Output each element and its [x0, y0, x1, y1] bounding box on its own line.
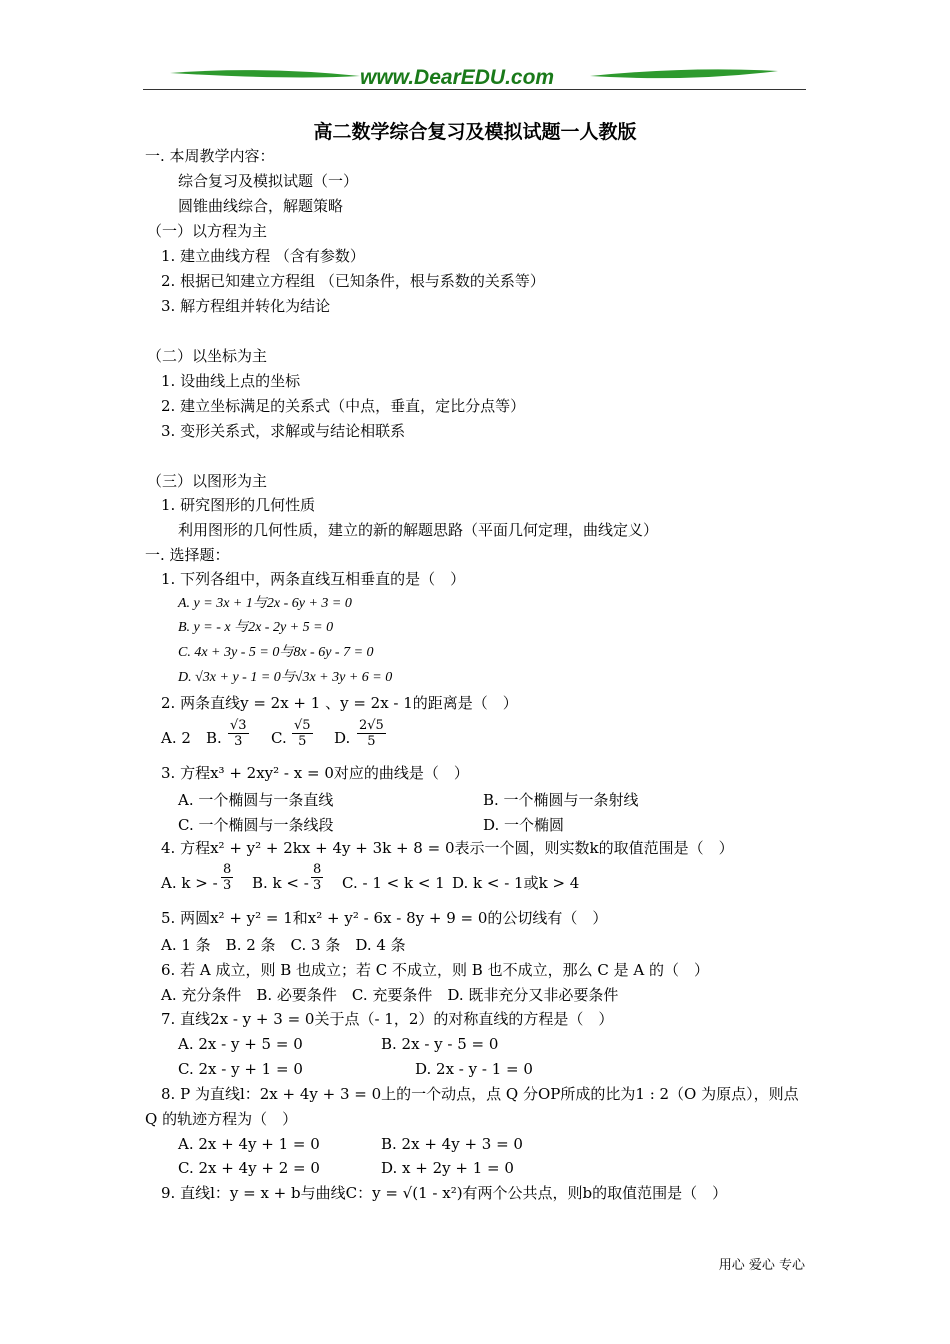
text-line: 1. 研究图形的几何性质	[161, 496, 316, 514]
text-line: 3. 变形关系式，求解或与结论相联系	[161, 422, 406, 440]
q4-option-a-fraction: $\frac{8}{3}$	[223, 862, 232, 893]
footer-text: 用心 爱心 专心	[718, 1258, 805, 1273]
q4-option-a-label: A. k > -	[161, 874, 218, 892]
question-7: 7. 直线2x - y + 3 = 0关于点（- 1，2）的对称直线的方程是（ ）	[161, 1010, 614, 1028]
text-line: 利用图形的几何性质，建立的新的解题思路（平面几何定理，曲线定义）	[178, 521, 659, 539]
question-4: 4. 方程x² + y² + 2kx + 4y + 3k + 8 = 0表示一个圆，则实数k的取值范围是（ ）	[161, 839, 734, 857]
question-2: 2. 两条直线y = 2x + 1 、y = 2x - 1的距离是（ ）	[161, 694, 518, 712]
section-heading: 一. 选择题：	[145, 546, 230, 564]
q7-option-c: C. 2x - y + 1 = 0	[178, 1060, 303, 1078]
q4-option-c: C. - 1 < k < 1	[342, 874, 445, 892]
q2-option-c-fraction: $\frac{√5}{5}$	[294, 718, 311, 749]
q1-option-a: A. y = 3x + 1与2x - 6y + 3 = 0	[178, 596, 352, 611]
question-1: 1. 下列各组中，两条直线互相垂直的是（ ）	[161, 570, 466, 588]
q8-option-a: A. 2x + 4y + 1 = 0	[178, 1135, 320, 1153]
section-heading: 一. 本周教学内容：	[145, 147, 275, 165]
question-3: 3. 方程x³ + 2xy² - x = 0对应的曲线是（ ）	[161, 764, 469, 782]
q5-options: A. 1 条 B. 2 条 C. 3 条 D. 4 条	[161, 936, 406, 954]
text-line: 3. 解方程组并转化为结论	[161, 297, 331, 315]
header-divider	[143, 89, 806, 90]
text-line: 1. 建立曲线方程 （含有参数）	[161, 247, 365, 265]
q4-option-d: D. k < - 1或k > 4	[452, 874, 580, 892]
q4-option-b-label: B. k < -	[252, 874, 309, 892]
question-8-cont: Q 的轨迹方程为（ ）	[145, 1110, 298, 1128]
q1-option-c: C. 4x + 3y - 5 = 0与8x - 6y - 7 = 0	[178, 645, 374, 660]
q1-option-d: D. √3x + y - 1 = 0与√3x + 3y + 6 = 0	[178, 670, 393, 685]
subsection-heading: （一）以方程为主	[147, 222, 268, 240]
subsection-heading: （三）以图形为主	[147, 472, 268, 490]
q2-option-d-fraction: $\frac{2√5}{5}$	[359, 718, 384, 749]
q2-option-c-label: C.	[271, 729, 287, 747]
question-6: 6. 若 A 成立，则 B 也成立；若 C 不成立，则 B 也不成立，那么 C 是 A 的（ ）	[161, 961, 709, 979]
question-8: 8. P 为直线l：2x + 4y + 3 = 0上的一个动点，点 Q 分OP所成的比为1 : 2（O 为原点），则点	[161, 1085, 799, 1103]
question-9: 9. 直线l：y = x + b与曲线C：y = √(1 - x²)有两个公共点，则b的取值范围是（ ）	[161, 1184, 728, 1202]
logo-text: www.DearEDU.com	[360, 66, 555, 89]
page-title: 高二数学综合复习及模拟试题一人教版	[313, 121, 637, 143]
text-line: 2. 根据已知建立方程组 （已知条件，根与系数的关系等）	[161, 272, 545, 290]
q6-options: A. 充分条件 B. 必要条件 C. 充要条件 D. 既非充分又非必要条件	[161, 986, 619, 1004]
text-line: 综合复习及模拟试题（一）	[178, 172, 359, 190]
subsection-heading: （二）以坐标为主	[147, 347, 268, 365]
q1-option-b: B. y = - x 与2x - 2y + 5 = 0	[178, 620, 334, 635]
q3-option-b: B. 一个椭圆与一条射线	[483, 791, 639, 809]
text-line: 1. 设曲线上点的坐标	[161, 372, 301, 390]
q8-option-c: C. 2x + 4y + 2 = 0	[178, 1159, 320, 1177]
q3-option-c: C. 一个椭圆与一条线段	[178, 816, 334, 834]
q2-option-a: A. 2	[161, 729, 191, 747]
q4-option-b-fraction: $\frac{8}{3}$	[313, 862, 322, 893]
text-line: 圆锥曲线综合，解题策略	[178, 197, 344, 215]
q2-option-d-label: D.	[334, 729, 351, 747]
q3-option-d: D. 一个椭圆	[483, 816, 565, 834]
q2-option-b-fraction: $\frac{√3}{3}$	[230, 718, 247, 749]
q7-option-d: D. 2x - y - 1 = 0	[415, 1060, 533, 1078]
text-line: 2. 建立坐标满足的关系式（中点，垂直，定比分点等）	[161, 397, 526, 415]
q8-option-b: B. 2x + 4y + 3 = 0	[381, 1135, 523, 1153]
q2-option-b-label: B.	[206, 729, 222, 747]
header-logo	[170, 64, 780, 92]
question-5: 5. 两圆x² + y² = 1和x² + y² - 6x - 8y + 9 = 0的公切线有（ ）	[161, 909, 608, 927]
q7-option-b: B. 2x - y - 5 = 0	[381, 1035, 499, 1053]
q3-option-a: A. 一个椭圆与一条直线	[178, 791, 334, 809]
q7-option-a: A. 2x - y + 5 = 0	[178, 1035, 303, 1053]
q8-option-d: D. x + 2y + 1 = 0	[381, 1159, 514, 1177]
